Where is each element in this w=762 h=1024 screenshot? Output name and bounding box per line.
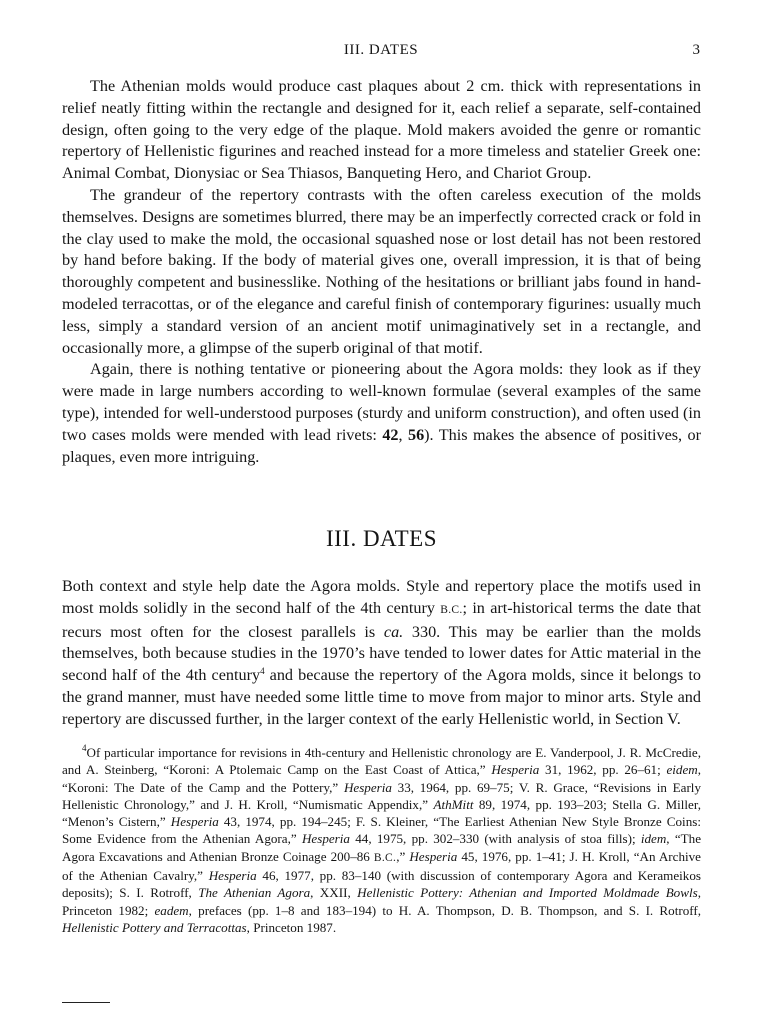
fn-journal: Hesperia: [208, 868, 257, 884]
fn-book-title: Hellenistic Pottery and Terracottas: [62, 919, 247, 935]
fn-part-14: , “The Agora Excavations and Athenian Bronze Coinage 200–86: [62, 831, 702, 864]
fn-part-10: 43, 1974, pp. 194–245; F. S. Kleiner, “The Earliest Athenian New Style Bronze Coins: Some Evidence from the Athenian Agora,”: [62, 814, 701, 847]
fn-part-12: 44, 1975, pp. 302–330 (with analysis of stoa fills);: [349, 831, 641, 847]
dates-text-1: Both context and style help date the Agora molds. Style and repertory place the motifs used in most molds solidly in the second half of the 4th century: [62, 577, 701, 617]
running-head-title: III. DATES: [343, 42, 419, 58]
fn-book-title: Hellenistic Pottery: Athenian and Imported Moldmade Bowls: [357, 885, 698, 901]
fn-bc-abbrev: B.C.: [373, 851, 397, 864]
circa-abbrev: ca.: [383, 622, 404, 641]
dates-paragraph: [62, 576, 701, 731]
fn-part-16: ,”: [396, 848, 410, 864]
fn-idem: idem: [640, 831, 667, 847]
ref-separator: ,: [398, 425, 408, 444]
fn-part-22: , XXII,: [310, 885, 358, 901]
dates-text-4: and because the repertory of the Agora molds, since it belongs to the grand manner, must have needed some little time to move from major to minor arts. Style and repertory are discussed further, in the larger context of the early Hellenistic world, in Section V.: [62, 666, 701, 728]
paragraph-3-text-a: Again, there is nothing tentative or pioneering about the Agora molds: they look as if they were made in large numbers according to well-known formulae (several examples of the same type), intended for well-understood purposes (sturdy and uniform construction), and often used (in two cases molds were mended with lead rivets:: [62, 360, 701, 444]
fn-book-title: The Athenian Agora: [198, 885, 311, 901]
fn-journal: Hesperia: [491, 762, 540, 778]
footnote-ref-4: 4: [260, 666, 265, 677]
running-head: [62, 42, 700, 62]
paragraph-1: The Athenian molds would produce cast plaques about 2 cm. thick with representations in relief neatly fitting within the rectangle and designed for it, each relief a separate, self-contained design, often going to the very edge of the plaque. Mold makers avoided the genre or romantic repertory of Hellenistic figurines and reached instead for a more timeless and statelier Greek one: Animal Combat, Dionysiac or Sea Thiasos, Banqueting Hero, and Chariot Group.: [62, 77, 701, 183]
fn-part-2: 31, 1962, pp. 26–61;: [539, 762, 667, 778]
fn-part-26: , prefaces (pp. 1–8 and 183–194) to H. A. Thompson, D. B. Thompson, and S. I. Rotroff,: [188, 902, 702, 918]
paragraph-3: [62, 359, 701, 468]
fn-part-24: , Princeton 1982;: [62, 885, 701, 918]
bc-abbrev: B.C.: [440, 603, 463, 616]
fn-part-8: 89, 1974, pp. 193–203; Stella G. Miller, “Menon’s Cistern,”: [62, 796, 701, 830]
section-heading: III. DATES: [325, 526, 438, 551]
fn-eidem: eidem: [666, 762, 698, 778]
fn-journal: Hesperia: [170, 814, 219, 830]
footnote-marker: 4: [82, 743, 87, 753]
previous-section-body: [62, 76, 701, 468]
fn-part-6: 33, 1964, pp. 69–75; V. R. Grace, “Revisions in Early Hellenistic Chronology,” and J. H. Kroll, “Numismatic Appendix,”: [62, 779, 701, 812]
fn-eadem: eadem: [154, 902, 189, 918]
catalogue-ref-56: 56: [407, 425, 425, 444]
dates-text-3: 330. This may be earlier than the molds themselves, both because studies in the 1970’s have tended to lower dates for Attic material in the second half of the 4th century: [62, 622, 701, 685]
fn-journal-athmitt: AthMitt: [433, 796, 474, 812]
fn-journal: Hesperia: [409, 848, 458, 864]
dates-text-2: ; in art-historical terms the date that recurs most often for the closest parallels is: [62, 598, 701, 641]
footnote-4: [62, 744, 701, 936]
catalogue-ref-42: 42: [382, 425, 399, 444]
fn-part-28: , Princeton 1987.: [246, 919, 337, 935]
page-bottom-rule: [62, 1002, 110, 1003]
fn-journal: Hesperia: [343, 779, 392, 795]
fn-part-18: 45, 1976, pp. 1–41; J. H. Kroll, “An Archive of the Athenian Cavalry,”: [62, 848, 701, 884]
fn-part-4: , “Koroni: The Date of the Camp and the Pottery,”: [62, 762, 702, 795]
fn-part-0: Of particular importance for revisions in 4th-century and Hellenistic chronology are E. Vanderpool, J. R. McCredie, and A. Steinberg, “Koroni: A Ptolemaic Camp on the East Coast of Attica,”: [62, 745, 701, 778]
fn-journal: Hesperia: [301, 831, 350, 847]
paragraph-2: The grandeur of the repertory contrasts with the often careless execution of the molds themselves. Designs are sometimes blurred, there may be an imperfectly corrected crack or fold in the clay used to make the mold, the occasional squashed nose or lost detail has not been restored by hand before baking. If the body of material gives one, overall impression, it is that of being thoroughly competent and businesslike. Nothing of the hesitations or brilliant jabs found in hand-modeled terracottas, or of the elegance and careful finish of contemporary figurines: usually much less, simply a standard version of an ancient motif unimaginatively set in a rectangle, and occasionally more, a glimpse of the superb original of that motif.: [62, 185, 701, 357]
dates-section-body: [62, 576, 701, 731]
paragraph-3-text-b: ). This makes the absence of positives, or plaques, even more intriguing.: [62, 425, 702, 466]
fn-part-20: 46, 1977, pp. 83–140 (with discussion of contemporary Agora and Kerameikos deposits); S. I. Rotroff,: [62, 868, 701, 901]
page-number: 3: [692, 42, 700, 58]
